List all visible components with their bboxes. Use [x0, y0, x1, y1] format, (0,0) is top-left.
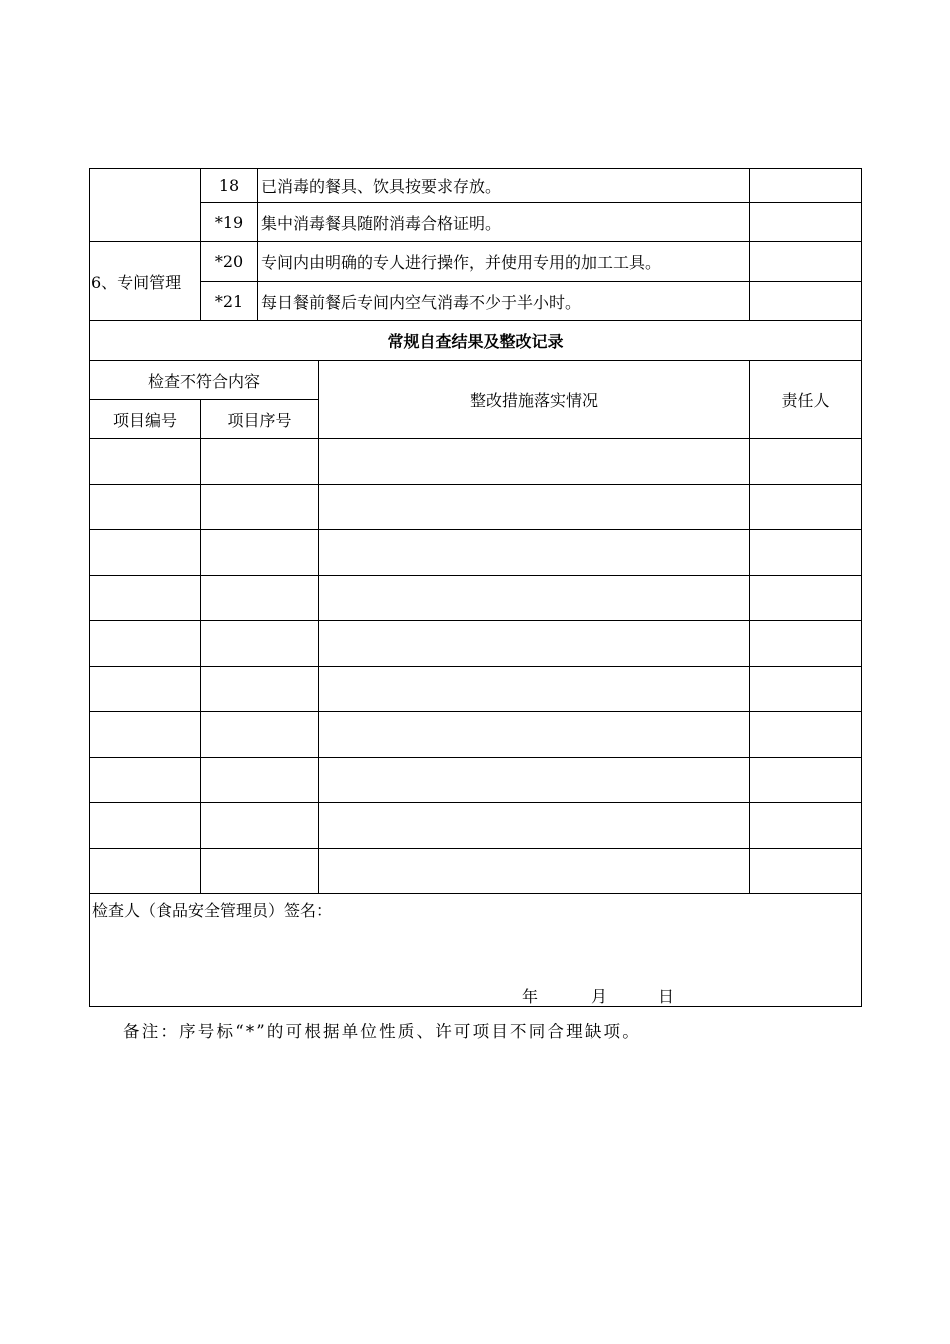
record-responsible[interactable]: [750, 530, 862, 576]
signature-cell[interactable]: [90, 894, 862, 1007]
record-item-no[interactable]: [90, 576, 201, 621]
check-item-row: [90, 203, 862, 242]
record-item-seq[interactable]: [201, 439, 319, 485]
self-inspection-table: [89, 168, 862, 1007]
record-measures[interactable]: [319, 621, 750, 667]
signature-date: [90, 984, 861, 1004]
record-row: [90, 439, 862, 485]
signature-label: 检查人（食品安全管理员）签名：: [92, 901, 333, 920]
record-measures[interactable]: [319, 667, 750, 712]
date-day: 日: [658, 987, 675, 1006]
record-item-no[interactable]: [90, 439, 201, 485]
record-row: [90, 667, 862, 712]
category-cell-empty: [90, 169, 201, 242]
record-item-no[interactable]: [90, 667, 201, 712]
record-item-no[interactable]: [90, 530, 201, 576]
item-content-cell: 集中消毒餐具随附消毒合格证明。: [258, 203, 750, 242]
record-row: [90, 849, 862, 894]
record-measures[interactable]: [319, 758, 750, 803]
record-measures[interactable]: [319, 803, 750, 849]
record-item-no[interactable]: [90, 485, 201, 530]
result-cell[interactable]: [750, 169, 862, 203]
record-row: [90, 530, 862, 576]
signature-row: [90, 894, 862, 1007]
record-item-no[interactable]: [90, 621, 201, 667]
record-measures[interactable]: [319, 530, 750, 576]
record-row: [90, 621, 862, 667]
record-responsible[interactable]: [750, 439, 862, 485]
record-item-seq[interactable]: [201, 758, 319, 803]
record-row: [90, 712, 862, 758]
record-item-seq[interactable]: [201, 485, 319, 530]
section-title-row: [90, 321, 862, 361]
record-responsible[interactable]: [750, 621, 862, 667]
record-item-seq[interactable]: [201, 621, 319, 667]
record-row: [90, 576, 862, 621]
result-cell[interactable]: [750, 203, 862, 242]
item-seq-cell: *20: [201, 242, 258, 282]
record-item-no[interactable]: [90, 712, 201, 758]
record-measures[interactable]: [319, 712, 750, 758]
record-item-seq[interactable]: [201, 712, 319, 758]
record-measures[interactable]: [319, 439, 750, 485]
record-item-seq[interactable]: [201, 530, 319, 576]
record-responsible[interactable]: [750, 485, 862, 530]
record-item-no[interactable]: [90, 758, 201, 803]
record-row: [90, 485, 862, 530]
item-content-cell: 每日餐前餐后专间内空气消毒不少于半小时。: [258, 282, 750, 321]
check-item-row: [90, 242, 862, 282]
record-row: [90, 758, 862, 803]
record-responsible[interactable]: [750, 576, 862, 621]
header-row: [90, 361, 862, 400]
section-title: 常规自查结果及整改记录: [90, 321, 862, 361]
remark-note: 备注：序号标“*”的可根据单位性质、许可项目不同合理缺项。: [123, 1022, 641, 1041]
record-item-no[interactable]: [90, 849, 201, 894]
header-item-seq: 项目序号: [201, 400, 319, 439]
result-cell[interactable]: [750, 282, 862, 321]
item-seq-cell: 18: [201, 169, 258, 203]
category-cell: 6、专间管理: [90, 242, 201, 321]
record-measures[interactable]: [319, 849, 750, 894]
item-seq-cell: *19: [201, 203, 258, 242]
header-nonconform: 检查不符合内容: [90, 361, 319, 400]
record-item-seq[interactable]: [201, 576, 319, 621]
record-responsible[interactable]: [750, 849, 862, 894]
record-row: [90, 803, 862, 849]
record-responsible[interactable]: [750, 667, 862, 712]
record-item-seq[interactable]: [201, 849, 319, 894]
item-seq-cell: *21: [201, 282, 258, 321]
result-cell[interactable]: [750, 242, 862, 282]
header-measures: 整改措施落实情况: [319, 361, 750, 439]
check-item-row: [90, 282, 862, 321]
check-item-row: [90, 169, 862, 203]
date-year: 年: [522, 987, 539, 1006]
record-responsible[interactable]: [750, 803, 862, 849]
record-item-seq[interactable]: [201, 667, 319, 712]
header-responsible: 责任人: [750, 361, 862, 439]
record-item-seq[interactable]: [201, 803, 319, 849]
record-responsible[interactable]: [750, 758, 862, 803]
record-item-no[interactable]: [90, 803, 201, 849]
record-measures[interactable]: [319, 576, 750, 621]
record-measures[interactable]: [319, 485, 750, 530]
date-month: 月: [591, 987, 608, 1006]
item-content-cell: 已消毒的餐具、饮具按要求存放。: [258, 169, 750, 203]
item-content-cell: 专间内由明确的专人进行操作，并使用专用的加工工具。: [258, 242, 750, 282]
record-responsible[interactable]: [750, 712, 862, 758]
header-item-no: 项目编号: [90, 400, 201, 439]
